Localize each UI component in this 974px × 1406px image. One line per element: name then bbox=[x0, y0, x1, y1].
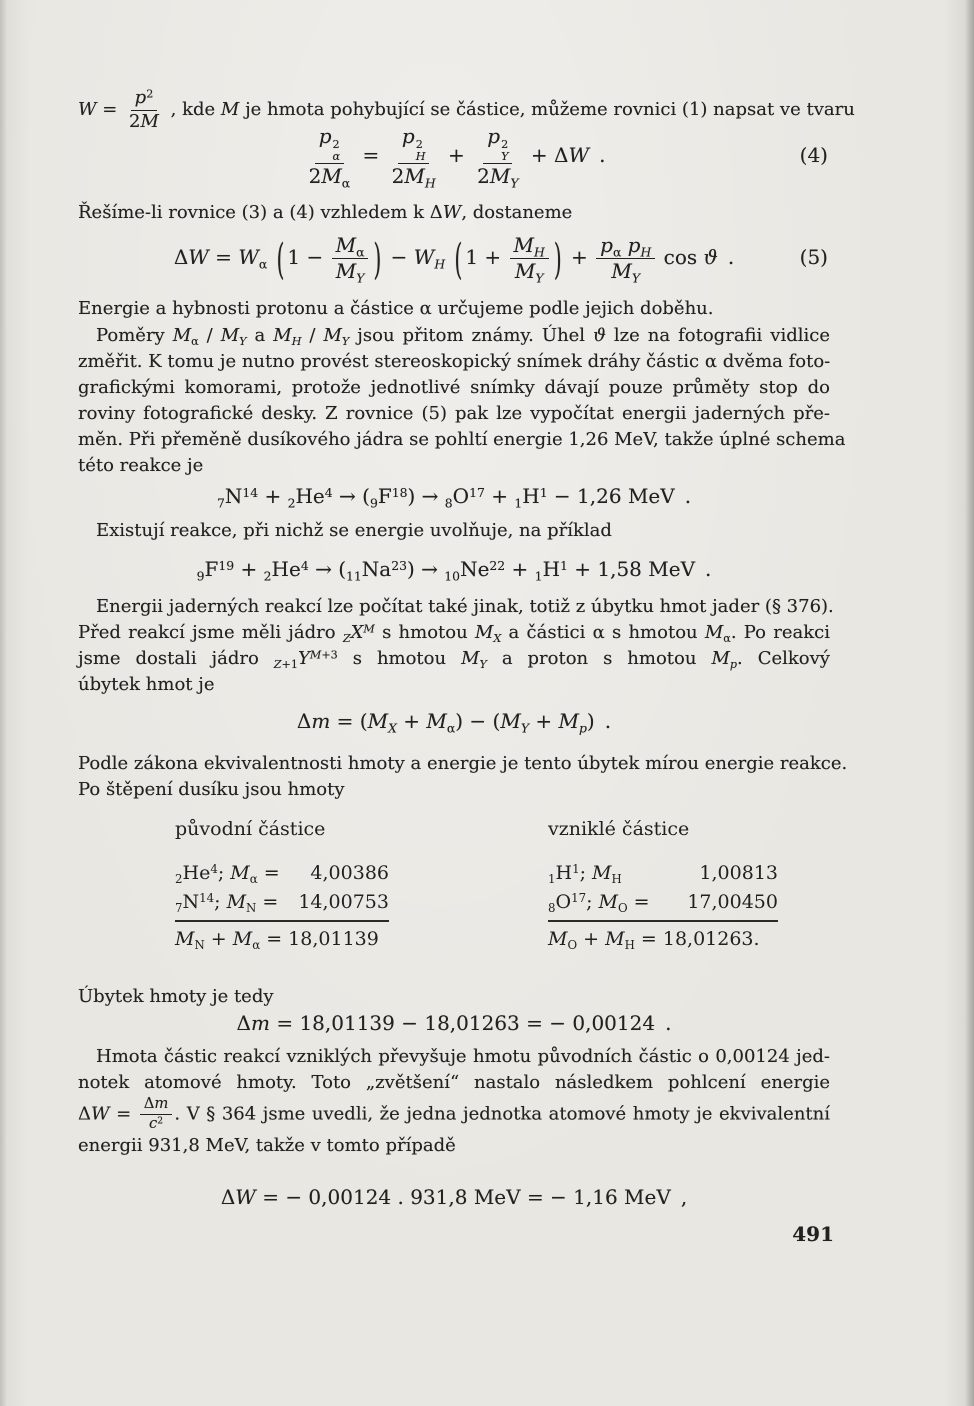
equation-5-number: (5) bbox=[799, 245, 828, 269]
scan-edge-right bbox=[965, 0, 974, 1406]
nuclide-label: $_2He^4$; $M_\alpha$ = bbox=[175, 862, 280, 887]
text-line: měn. Při přeměně dusíkového jádra se pohltí energie 1,26 MeV, takže úplné schema bbox=[78, 429, 846, 450]
reaction-fluorine: $_9F^{19} + _2He^4 \to (_{11}Na^{23}) \to _{10}Ne^{22} + _1H^1 + 1,58$ MeV . bbox=[196, 557, 712, 584]
text-line: ΔW = $\frac{\Delta m}{c^2}$ . V § 364 jsme uvedli, že jedna jednotka atomové hmoty je ekvivalentní bbox=[78, 1095, 830, 1132]
equation-4 bbox=[78, 118, 830, 192]
text-line: Podle zákona ekvivalentnosti hmoty a energie je tento úbytek mírou energie reakce. bbox=[78, 753, 848, 774]
paragraph-podle bbox=[78, 751, 848, 803]
mass-table-original-column bbox=[175, 818, 389, 953]
text-line: úbytek hmot je bbox=[78, 674, 215, 695]
line-existuji: Existují reakce, při nichž se energie uvolňuje, na příklad bbox=[78, 520, 612, 541]
text-line: Poměry $M_\alpha / M_Y$ a $M_H / M_Y$ jsou přitom známy. Úhel ϑ lze na fotografii vidlice bbox=[78, 325, 830, 348]
text-line: Před reakcí jsme měli jádro $_ZX^M$ s hmotou $M_X$ a částici α s hmotou $M_\alpha$. Po reakci bbox=[78, 622, 830, 645]
equation-delta-m: $\Delta m = (M_X + M_\alpha) - (M_Y + M_p)$ . bbox=[296, 709, 612, 736]
equation-4-body: p 2 α $2M_\alpha$ = p 2 H $2M_H$ + p 2 Y $2M_Y$ + ΔW . bbox=[308, 123, 606, 191]
text-line: roviny fotografické desky. Z rovnice (5) pak lze vypočítat energii jaderných pře- bbox=[78, 403, 830, 424]
text-line: energii 931,8 MeV, takže v tomto případě bbox=[78, 1134, 456, 1156]
mass-value: 14,00753 bbox=[298, 891, 389, 913]
mass-table-products-column bbox=[548, 818, 778, 953]
mass-table bbox=[78, 818, 830, 978]
paragraph-hmota bbox=[78, 1044, 830, 1159]
text-line: jsme dostali jádro $_{Z+1}Y^{M+3}$ s hmotou $M_Y$ a proton s hmotou $M_p$. Celkový bbox=[78, 648, 830, 671]
equation-5 bbox=[78, 222, 830, 292]
text-line: změřit. K tomu je nutno provést stereoskopický snímek dráhy částic α dvěma foto- bbox=[78, 351, 831, 372]
text-line: této reakce je bbox=[78, 455, 204, 476]
paragraph-energii bbox=[78, 594, 834, 698]
paragraph-energie: Energie a hybnosti protonu a částice α určujeme podle jejich doběhu. bbox=[78, 298, 714, 319]
mass-row bbox=[548, 891, 778, 916]
text-line: Po štěpení dusíku jsou hmoty bbox=[78, 779, 345, 800]
mass-value: 1,00813 bbox=[699, 862, 778, 884]
scan-edge-left bbox=[0, 0, 7, 1406]
text-line: Energii jaderných reakcí lze počítat také jinak, totiž z úbytku hmot jader (§ 376). bbox=[78, 596, 834, 617]
text-line: Hmota částic reakcí vzniklých převyšuje hmotu původních částic o 0,00124 jed- bbox=[78, 1046, 830, 1067]
equation-5-body: $\Delta W = W_\alpha$ ( 1 − $\frac{M_\alpha}{M_Y}$ ) − $W_H$ ( 1 + $\frac{M_H}{M_Y}$ ) + $\frac{p_\alpha p_H}{M_Y}$ cos ϑ . bbox=[173, 233, 735, 286]
line-resime: Řešíme-li rovnice (3) a (4) vzhledem k ΔW, dostaneme bbox=[78, 202, 573, 223]
equation-4-number: (4) bbox=[799, 143, 828, 167]
reaction-nitrogen: $_7N^{14} + _2He^4 \to (_9F^{18}) \to _8O^{17} + _1H^1 - 1,26$ MeV . bbox=[216, 484, 692, 511]
nuclide-label: $_7N^{14}$; $M_N$ = bbox=[175, 891, 279, 916]
equation-delta-m-numeric: Δm = 18,01139 − 18,01263 = − 0,00124 . bbox=[236, 1011, 672, 1035]
column-header-products: vzniklé částice bbox=[548, 818, 690, 840]
text-line: grafickými komorami, protože jednotlivé snímky dávají pouze průměty stop do bbox=[78, 377, 830, 398]
intro-line: W = $\frac{p^2}{2M}$ , kde M je hmota pohybující se částice, můžeme rovnici (1) napsat ve tvaru bbox=[78, 87, 855, 132]
nuclide-label: $_1H^1$; $M_H$ bbox=[548, 862, 622, 887]
line-ubytek: Úbytek hmoty je tedy bbox=[78, 986, 274, 1007]
paragraph-pomery bbox=[78, 323, 846, 479]
mass-sum-products: $M_O + M_H = 18,01263$. bbox=[548, 920, 778, 950]
nuclide-label: $_8O^{17}$; $M_O$ = bbox=[548, 891, 650, 916]
mass-row bbox=[175, 862, 389, 887]
mass-row bbox=[175, 891, 389, 916]
mass-value: 4,00386 bbox=[310, 862, 389, 884]
column-header-original: původní částice bbox=[175, 818, 326, 840]
mass-sum-original: $M_N + M_\alpha = 18,01139$ bbox=[175, 920, 389, 950]
mass-value: 17,00450 bbox=[687, 891, 778, 913]
page-number: 491 bbox=[792, 1222, 834, 1246]
equation-delta-w-final: ΔW = − 0,00124 . 931,8 MeV = − 1,16 MeV , bbox=[220, 1185, 688, 1209]
text-line: notek atomové hmoty. Toto „zvětšení“ nastalo následkem pohlcení energie bbox=[78, 1072, 830, 1093]
mass-row bbox=[548, 862, 778, 887]
